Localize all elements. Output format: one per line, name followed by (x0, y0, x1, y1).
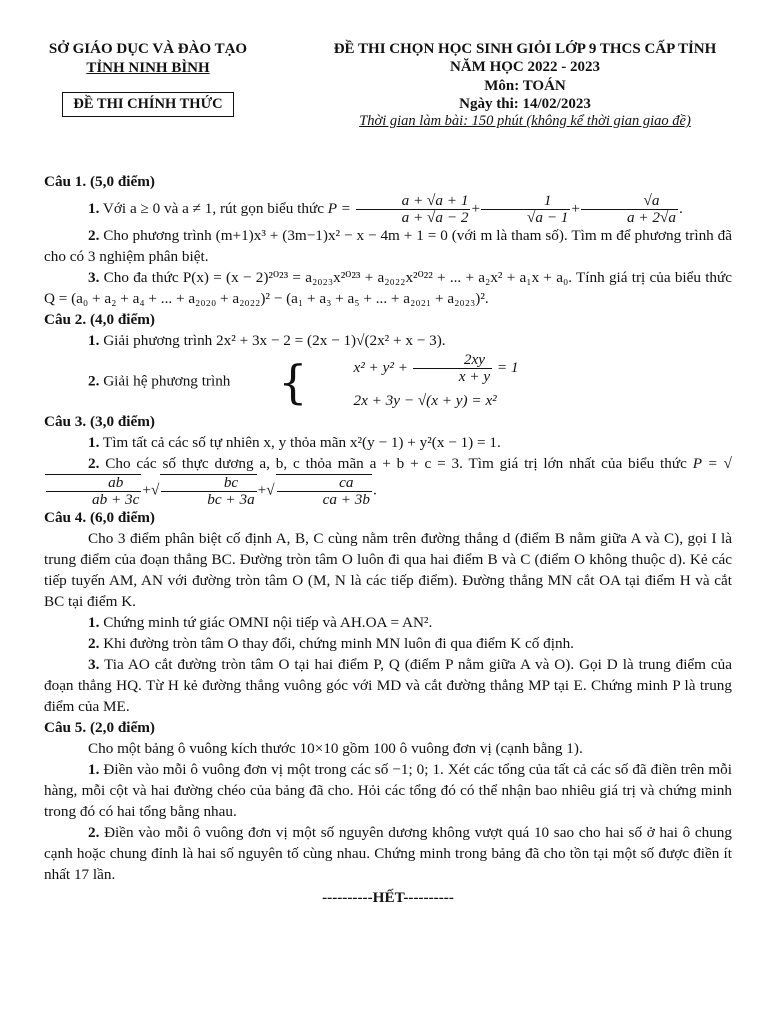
question-3-part-2: 2. Cho các số thực dương a, b, c thỏa mãn a + b + c = 3. Tìm giá trị lớn nhất của biểu thức P = √ $\frac{ab}{ab + 3c}$ +√ $\frac{bc}{bc + 3a}$ +√ $\frac{ca}{ca + 3b}$ . (44, 454, 732, 509)
subject: Môn: TOÁN (484, 77, 566, 94)
fraction-1: $\frac{a + √a + 1}{a + √a - 2}$ (356, 193, 471, 226)
question-1-part-1: 1. Với a ≥ 0 và a ≠ 1, rút gọn biểu thức P = $\frac{a + √a + 1}{a + √a - 2}$ + $\frac{1}{√a - 1}$ + $\frac{√a}{a + 2√a}$ . (88, 191, 683, 226)
question-1-part-2: 2. Cho phương trình (m+1)x³ + (3m−1)x² − x − 4m + 1 = 0 (với m là tham số). Tìm m để phương trình đã cho có 3 nghiệm phân biệt. (44, 226, 732, 265)
question-4-intro: Cho 3 điểm phân biệt cố định A, B, C cùng nằm trên đường thẳng d (điểm B nằm giữa A và C), gọi I là trung điểm của đoạn thẳng BC. Đường tròn tâm O luôn đi qua hai điểm B và C (điểm O không thuộc d). Kẻ các tiếp tuyến AM, AN với đường tròn tâm O (M, N là các tiếp điểm). Đường thẳng MN cắt OA tại điểm H và cắt BC tại điểm K. (44, 530, 732, 611)
question-3-part-1: 1. Tìm tất cả các số tự nhiên x, y thỏa mãn x²(y − 1) + y²(x − 1) = 1. (88, 433, 501, 451)
equation-system: { x² + y² + $\frac{2xy}{x + y}$ = 1 2x + 3y − √(x + y) = x² (234, 352, 518, 412)
question-2-part-1: 1. Giải phương trình 2x² + 3x − 2 = (2x − 1)√(2x² + x − 3). (88, 331, 446, 349)
question-5-part-1: 1. Điền vào mỗi ô vuông đơn vị một trong các số −1; 0; 1. Xét các tổng của tất cả các số đã điền trên mỗi hàng, mỗi cột và hai đường chéo của bảng đã cho. Hỏi các tổng đó có thể nhận bao nhiêu giá trị và chứng minh trong đó có hai tổng bằng nhau. (44, 761, 732, 820)
department-name: SỞ GIÁO DỤC VÀ ĐÀO TẠO (48, 41, 248, 57)
exam-duration: Thời gian làm bài: 150 phút (không kể thời gian giao đề) (359, 113, 691, 130)
question-1-part-3: 3. Cho đa thức P(x) = (x − 2)²⁰²³ = a₂₀₂₃x²⁰²³ + a₂₀₂₂x²⁰²² + ... + a₂x² + a₁x + a₀. Tính giá trị của biểu thức Q = (a₀ + a₂ + a₄ + ... + a₂₀₂₀ + a₂₀₂₂)² − (a₁ + a₃ + a₅ + ... + a₂₀₂₁ + a₂₀₂₃)². (44, 268, 732, 307)
question-4-part-2: 2. Khi đường tròn tâm O thay đổi, chứng minh MN luôn đi qua điểm K cố định. (88, 635, 574, 653)
question-5-title: Câu 5. (2,0 điểm) (44, 719, 155, 737)
school-year: NĂM HỌC 2022 - 2023 (450, 59, 600, 76)
question-5-part-2: 2. Điền vào mỗi ô vuông đơn vị một số nguyên dương không vượt quá 10 sao cho hai số ở hai ô chung cạnh hoặc chung đỉnh là hai số nguyên tố cùng nhau. Chứng minh trong bảng đã cho tồn tại một số được điền ít nhất 17 lần. (44, 823, 732, 883)
fraction-3: $\frac{√a}{a + 2√a}$ (581, 193, 678, 226)
end-mark: ----------HẾT---------- (322, 888, 454, 906)
official-exam-box: ĐỀ THI CHÍNH THỨC (62, 92, 233, 117)
department-header (18, 40, 278, 117)
question-4-title: Câu 4. (6,0 điểm) (44, 509, 155, 527)
question-4-part-3: 3. Tia AO cắt đường tròn tâm O tại hai điểm P, Q (điểm P nằm giữa A và O). Gọi D là trung điểm của đoạn thẳng HQ. Từ H kẻ đường thẳng vuông góc với MD và cắt đường thẳng MP tại E. Chứng minh P là trung điểm của ME. (44, 656, 732, 716)
question-2-part-2: 2. Giải hệ phương trình { x² + y² + $\frac{2xy}{x + y}$ = 1 2x + 3y − √(x + y) = x² (44, 352, 732, 412)
exam-date: Ngày thi: 14/02/2023 (459, 95, 591, 112)
question-5-intro: Cho một bảng ô vuông kích thước 10×10 gồm 100 ô vuông đơn vị (cạnh bằng 1). (88, 740, 583, 758)
exam-header (290, 40, 760, 131)
exam-title: ĐỀ THI CHỌN HỌC SINH GIỎI LỚP 9 THCS CẤP TỈNH (333, 41, 717, 57)
brace-icon: { (278, 354, 308, 409)
question-1-title: Câu 1. (5,0 điểm) (44, 173, 155, 190)
question-3-title: Câu 3. (3,0 điểm) (44, 412, 155, 430)
exam-body (44, 172, 732, 909)
province-name: TỈNH NINH BÌNH (86, 60, 210, 77)
question-2-title: Câu 2. (4,0 điểm) (44, 310, 155, 328)
fraction-2: $\frac{1}{√a - 1}$ (481, 193, 570, 226)
question-4-part-1: 1. Chứng minh tứ giác OMNI nội tiếp và AH.OA = AN². (88, 614, 433, 632)
